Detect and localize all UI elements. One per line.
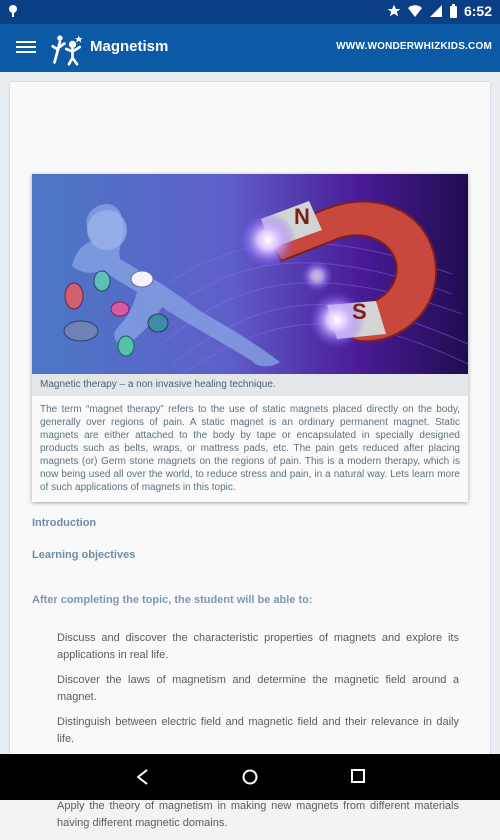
menu-icon-line — [16, 51, 36, 53]
menu-button[interactable] — [16, 38, 36, 58]
objective-item: Discover the laws of magnetism and determine the magnetic field around a magnet. — [57, 674, 459, 703]
magnet-therapy-image — [32, 174, 468, 374]
back-icon[interactable] — [134, 768, 152, 786]
wonderwhizkids-logo — [50, 30, 86, 66]
status-time: 6:52 — [463, 3, 492, 19]
objectives-heading: After completing the topic, the student will be able to: — [32, 594, 313, 606]
menu-icon-line — [16, 41, 36, 43]
site-link[interactable]: WWW.WONDERWHIZKIDS.COM — [336, 41, 492, 52]
home-icon[interactable] — [241, 768, 259, 786]
figure-card — [32, 174, 468, 502]
recent-apps-icon[interactable] — [350, 768, 366, 784]
system-navigation-bar — [0, 754, 500, 800]
app-title: Magnetism — [90, 38, 169, 55]
figure-description: The term “magnet therapy” refers to the use of static magnets placed directly on the body, generally over regions of pain. A static magnet is an ordinary permanent magnet. Static magnets are either attached to the body by tape or encapsulated in specially designed products such as belts, wraps, or mattress pads, etc. The pain gets reduced after placing magnets (or) Germ stone magnets on the regions of pain. This is a modern therapy, which is now being used all over the world, to reduce stress and pain, in a natural way. Lets learn more of such applications of magnets in this topic. — [40, 404, 460, 493]
magnet-pole-n-label: N — [294, 204, 310, 229]
magnet-pole-s-label: S — [352, 299, 367, 324]
signal-icon — [429, 4, 443, 18]
star-icon — [387, 4, 401, 18]
objective-item: Discuss and discover the characteristic properties of magnets and explore its applications in real life. — [57, 632, 459, 661]
wifi-icon — [407, 4, 423, 18]
status-bar — [0, 0, 500, 24]
status-icons — [387, 3, 492, 19]
menu-icon-line — [16, 46, 36, 48]
objective-item: Apply the theory of magnetism in making new magnets from different materials having different magnetic domains. — [57, 800, 459, 829]
notification-icon — [8, 4, 18, 18]
objective-item: Distinguish between electric field and magnetic field and their relevance in daily life. — [57, 716, 459, 745]
figure-caption: Magnetic therapy – a non invasive healing technique. — [32, 374, 468, 396]
battery-icon — [449, 4, 458, 18]
objectives-list — [57, 630, 459, 840]
learning-objectives-link[interactable]: Learning objectives — [32, 549, 136, 561]
content-area[interactable] — [0, 72, 500, 829]
introduction-link[interactable]: Introduction — [32, 517, 97, 529]
app-bar — [0, 24, 500, 72]
